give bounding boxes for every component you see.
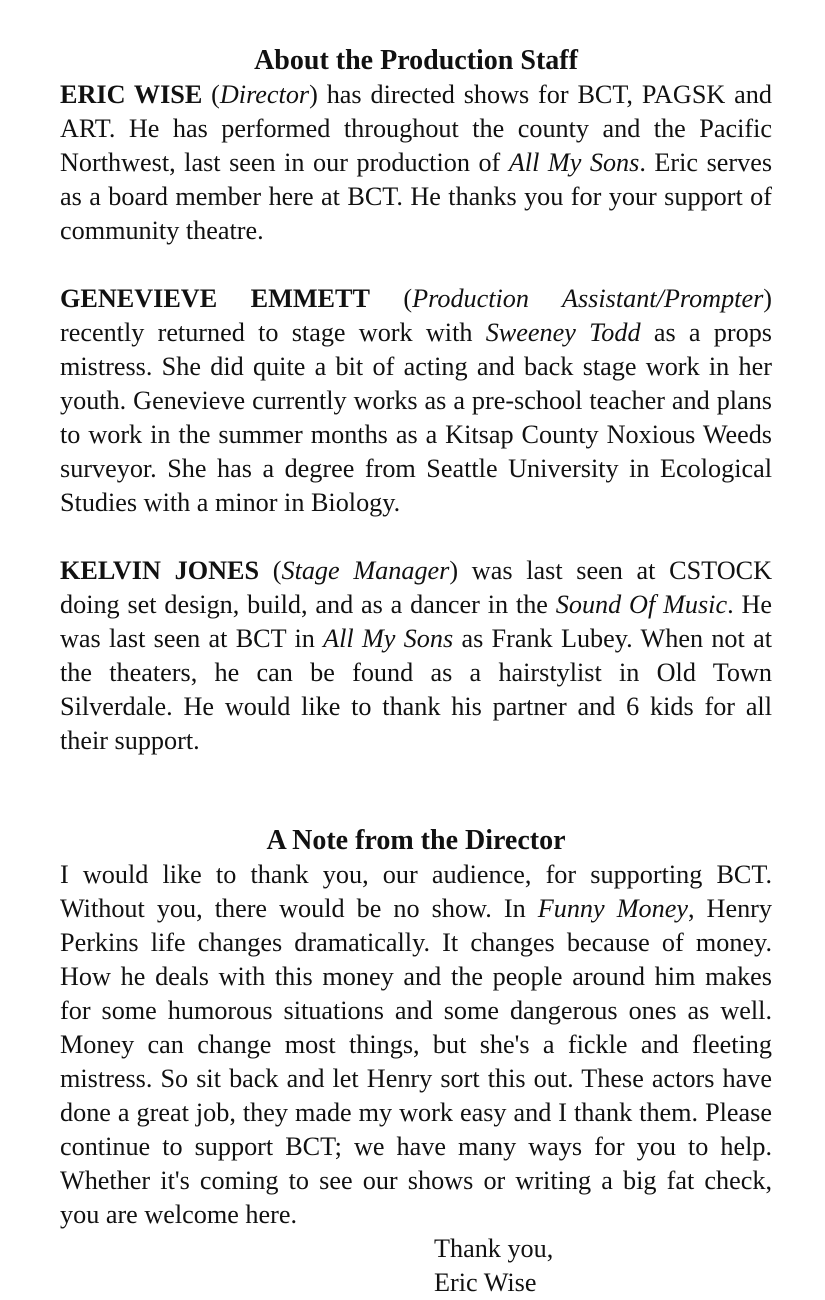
- show-title: All My Sons: [508, 148, 640, 177]
- program-page: [60, 44, 772, 1300]
- bio-segment: recently returned to stage work with: [60, 318, 486, 347]
- bio-segment: has directed shows for BCT, PAGSK and ART. He has performed throughout the county and the Pacific Northwest, last seen in our production of: [60, 80, 772, 177]
- show-title: Sound Of Music: [555, 590, 728, 619]
- bio-segment: . He was last seen at BCT in: [60, 590, 772, 653]
- director-note-text: [60, 858, 772, 1232]
- bio-kelvin-jones: [60, 554, 772, 758]
- section-spacer: [60, 792, 772, 824]
- note-segment: , Henry Perkins life changes dramatically. It changes because of money. How he deals with this money and the people around him makes for some humorous situations and some dangerous ones as well. Money can change most things, but she's a fickle and fleeting mistress. So sit back and let Henry sort this out. These actors have done a great job, they made my work easy and I thank them. Please continue to support BCT; we have many ways for you to help. Whether it's coming to see our shows or writing a big fat check, you are welcome here.: [60, 894, 773, 1229]
- show-title: Funny Money: [537, 894, 688, 923]
- director-note-heading: A Note from the Director: [266, 825, 566, 856]
- staff-name: ERIC WISE: [60, 80, 203, 109]
- signoff-closing: Thank you,: [434, 1234, 554, 1263]
- show-title: All My Sons: [323, 624, 454, 653]
- signoff-signature: Eric Wise: [434, 1268, 537, 1297]
- director-note: [60, 858, 772, 1300]
- bio-segment: as a props mistress. She did quite a bit of acting and back stage work in her youth. Genevieve currently works as a pre-school teacher and plans to work in the summer months as a Kitsap County Noxious Weeds surveyor. She has a degree from Seattle University in Ecological Studies with a minor in Biology.: [60, 318, 772, 517]
- staff-role: Stage Manager: [281, 556, 450, 585]
- bio-segment: . Eric serves as a board member here at BCT. He thanks you for your support of community theatre.: [60, 148, 773, 245]
- note-segment: I would like to thank you, our audience, for supporting BCT. Without you, there would be no show. In: [60, 860, 772, 923]
- bio-segment: was last seen at CSTOCK doing set design, build, and as a dancer in the: [60, 556, 772, 619]
- bio-text: KELVIN JONES (Stage Manager) was last seen at CSTOCK doing set design, build, and as a dancer in the Sound Of Music. He was last seen at BCT in All My Sons as Frank Lubey. When not at the theaters, he can be found as a hairstylist in Old Town Silverdale. He would like to thank his partner and 6 kids for all their support.: [60, 556, 772, 755]
- staff-role: Director: [219, 80, 310, 109]
- staff-name: GENEVIEVE EMMETT: [60, 284, 370, 313]
- staff-name: KELVIN JONES: [60, 556, 260, 585]
- bio-text: ERIC WISE (Director) has directed shows for BCT, PAGSK and ART. He has performed throughout the county and the Pacific Northwest, last seen in our production of All My Sons. Eric serves as a board member here at BCT. He thanks you for your support of community theatre.: [60, 80, 773, 245]
- bio-genevieve-emmett: [60, 282, 772, 520]
- bio-text: GENEVIEVE EMMETT (Production Assistant/Prompter) recently returned to stage work with Sweeney Todd as a props mistress. She did quite a bit of acting and back stage work in her youth. Genevieve currently works as a pre-school teacher and plans to work in the summer months as a Kitsap County Noxious Weeds surveyor. She has a degree from Seattle University in Ecological Studies with a minor in Biology.: [60, 284, 772, 517]
- show-title: Sweeney Todd: [485, 318, 641, 347]
- production-staff-heading: About the Production Staff: [254, 45, 578, 76]
- staff-role: Production Assistant/Prompter: [412, 284, 764, 313]
- bio-segment: as Frank Lubey. When not at the theaters, he can be found as a hairstylist in Old Town Silverdale. He would like to thank his partner and 6 kids for all their support.: [60, 624, 772, 755]
- bio-eric-wise: [60, 78, 772, 248]
